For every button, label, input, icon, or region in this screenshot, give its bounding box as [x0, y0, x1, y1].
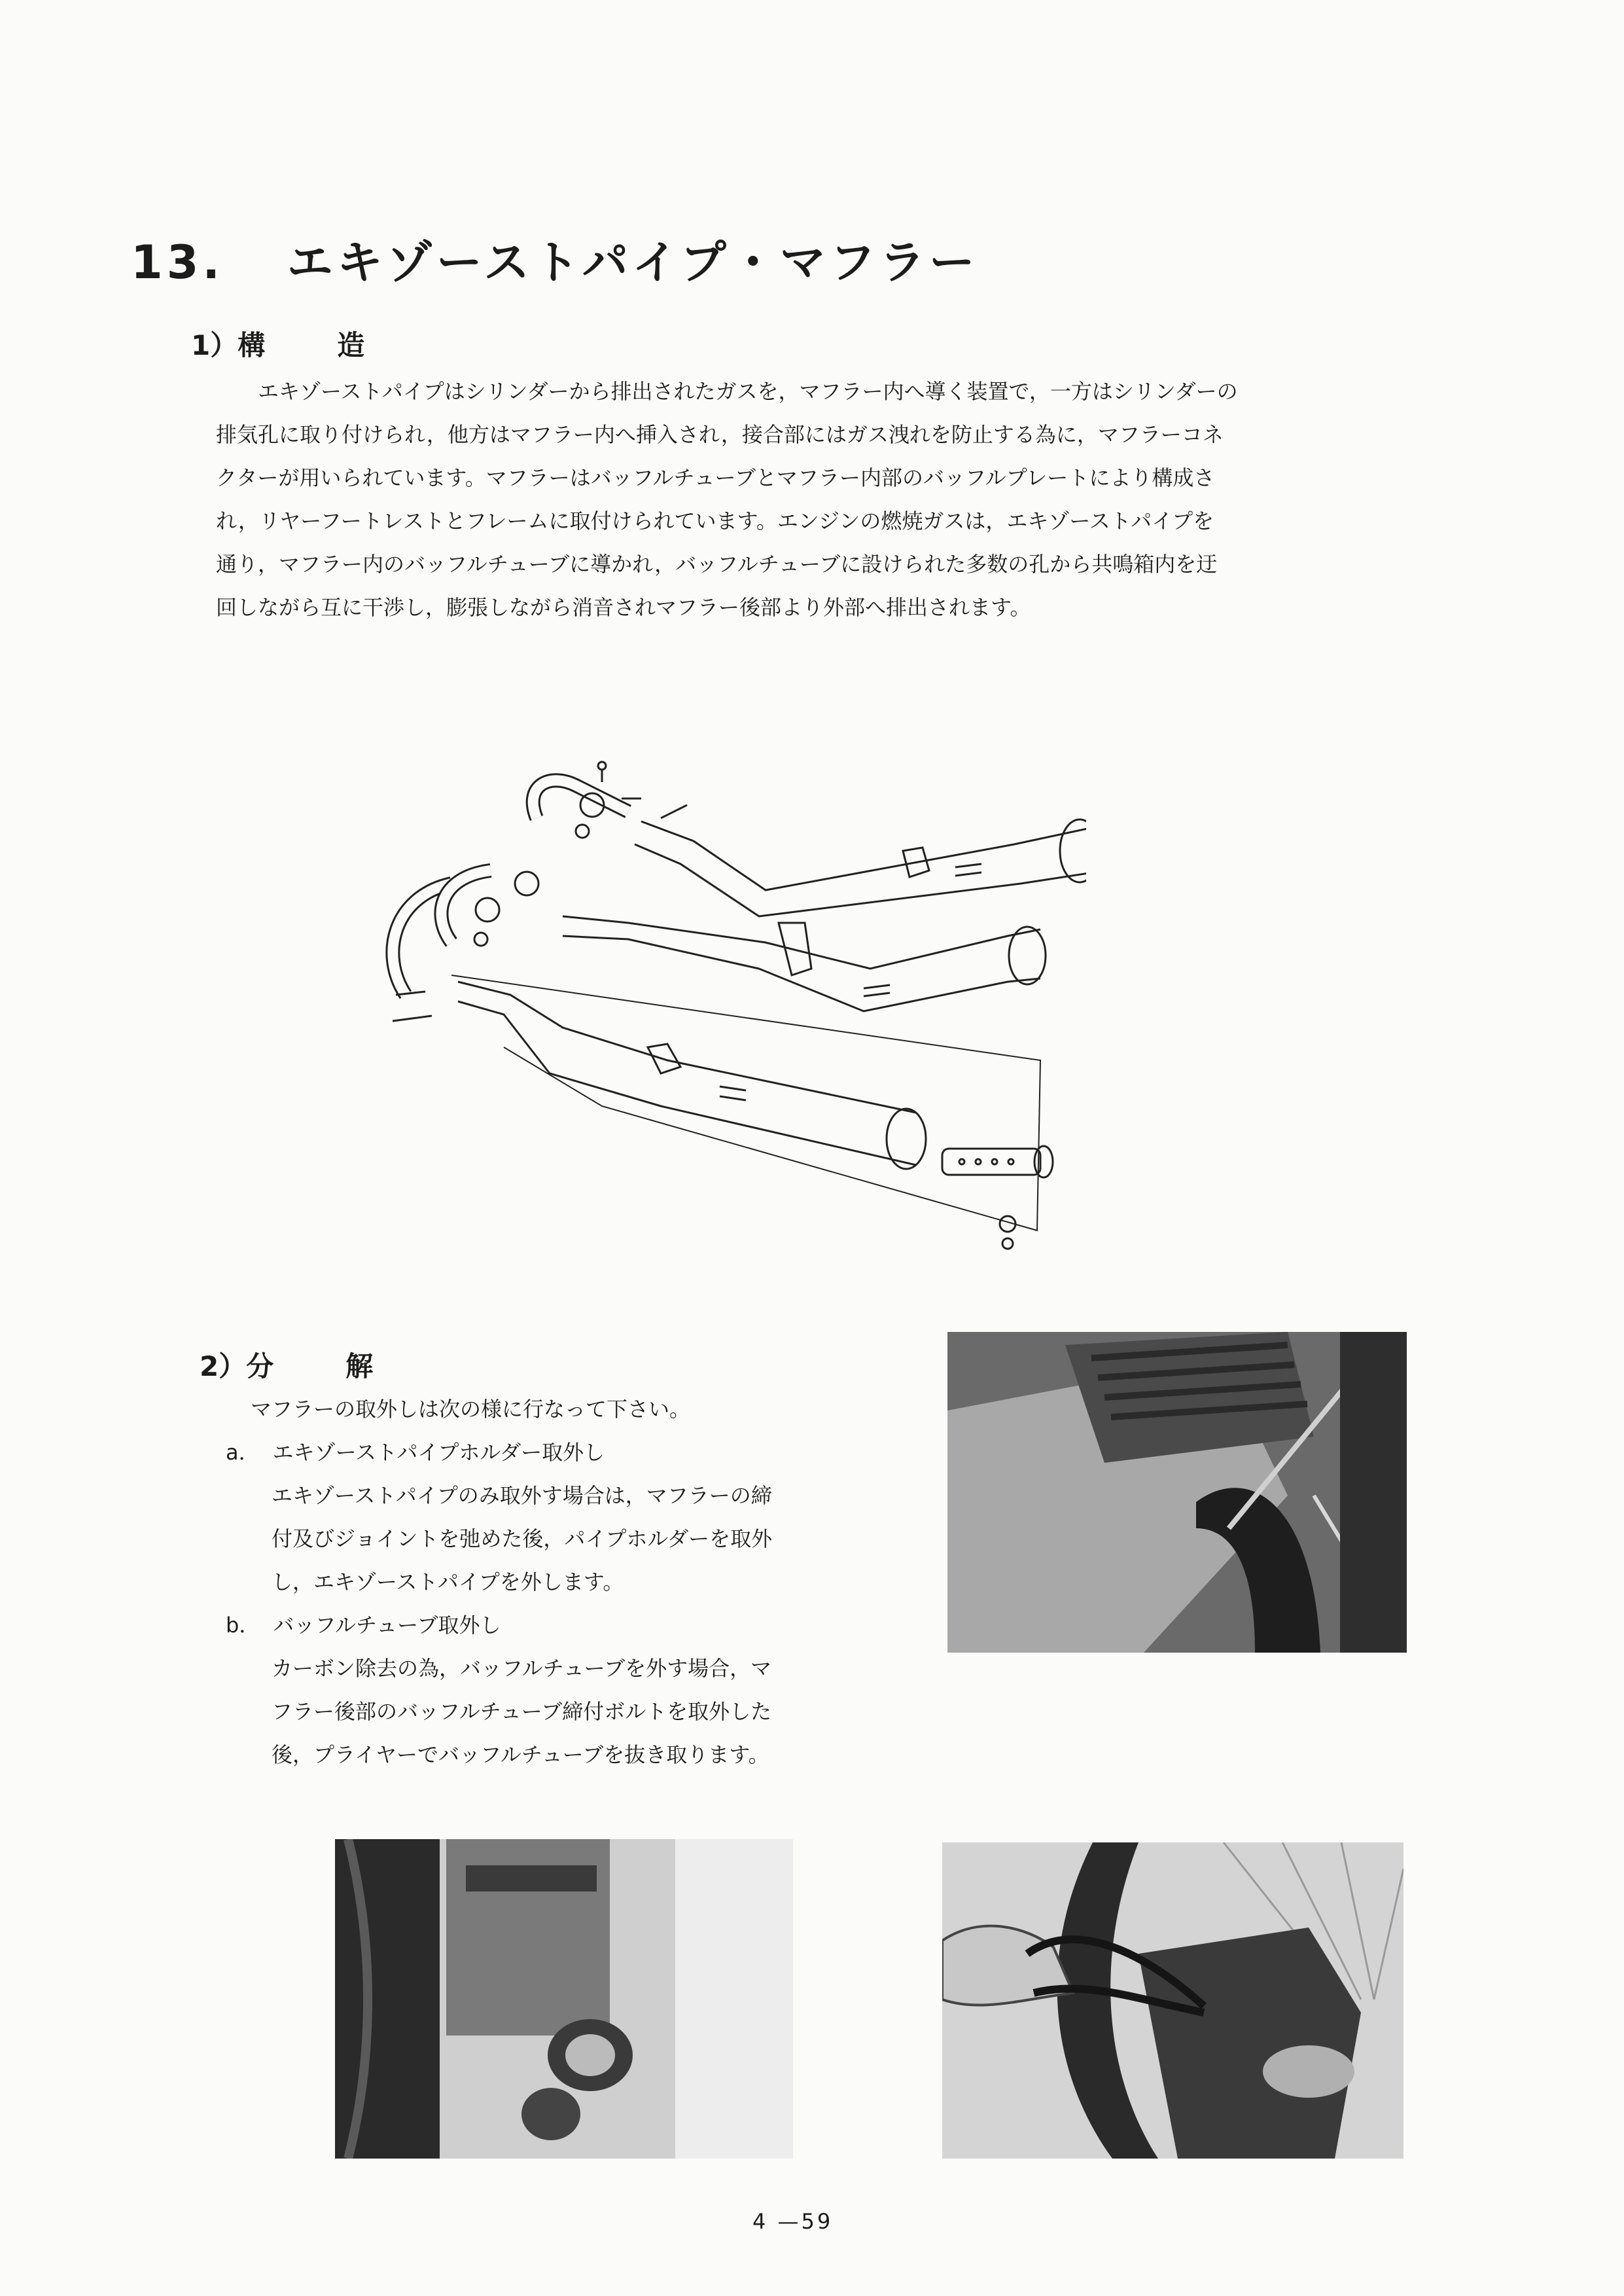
item-b-line: フラー後部のバッフルチューブ締付ボルトを取外した: [272, 1699, 772, 1724]
paragraph-line: エキゾーストパイプはシリンダーから排出されたガスを，マフラー内へ導く装置で，一方はシリンダーの: [258, 379, 1238, 404]
item-a-heading: [226, 1431, 605, 1474]
paragraph-line: 回しながら互に干渉し，膨張しながら消音されマフラー後部より外部へ排出されます。: [216, 595, 1031, 620]
exhaust-exploded-diagram: [353, 720, 1086, 1257]
item-a-line: エキゾーストパイプのみ取外す場合は，マフラーの締: [272, 1483, 772, 1508]
item-b-heading: [226, 1604, 501, 1647]
subheading-disassembly: [200, 1345, 373, 1384]
item-a-description: [272, 1474, 772, 1604]
subheading-label: 2）分: [200, 1350, 274, 1382]
item-a-title: エキゾーストパイプホルダー取外し: [272, 1440, 605, 1465]
item-b-line: カーボン除去の為，バッフルチューブを外す場合，マ: [272, 1656, 772, 1681]
item-a-line: し，エキゾーストパイプを外します。: [272, 1570, 624, 1594]
item-b-line: 後，プライヤーでバッフルチューブを抜き取ります。: [272, 1742, 769, 1767]
item-a-marker: a．: [226, 1440, 260, 1465]
engine-exhaust-photo: [947, 1332, 1407, 1653]
item-b-marker: b．: [226, 1613, 260, 1638]
page-number: 4 —59: [752, 2209, 834, 2234]
page-title: [131, 226, 979, 292]
subheading-label: 1）構: [191, 329, 266, 361]
item-a-line: 付及びジョイントを弛めた後，パイプホルダーを取外: [272, 1526, 773, 1551]
paragraph-line: クターが用いられています。マフラーはバッフルチューブとマフラー内部のバッフルプレートにより構成さ: [216, 465, 1215, 490]
structure-paragraph: [216, 370, 1407, 629]
subheading-structure: [191, 324, 364, 363]
paragraph-line: 通り，マフラー内のバッフルチューブに導かれ，バッフルチューブに設けられた多数の孔から共鳴箱内を迂: [216, 552, 1218, 577]
item-b-title: バッフルチューブ取外し: [273, 1613, 501, 1638]
subheading-label-2: 解: [345, 1350, 374, 1382]
section-number: 13.: [131, 236, 224, 289]
paragraph-line: 排気孔に取り付けられ，他方はマフラー内へ挿入され，接合部にはガス洩れを防止する為に，マフラーコネ: [216, 422, 1224, 447]
disassembly-intro: マフラーの取外しは次の様に行なって下さい。: [251, 1397, 691, 1422]
subheading-label-2: 造: [337, 329, 365, 361]
pliers-baffle-photo: [942, 1842, 1403, 2159]
muffler-rear-photo: [335, 1839, 793, 2159]
section-title: エキゾーストパイプ・マフラー: [287, 236, 979, 289]
item-b-description: [272, 1647, 771, 1776]
paragraph-line: れ，リヤーフートレストとフレームに取付けられています。エンジンの燃焼ガスは，エキゾーストパイプを: [216, 509, 1214, 533]
